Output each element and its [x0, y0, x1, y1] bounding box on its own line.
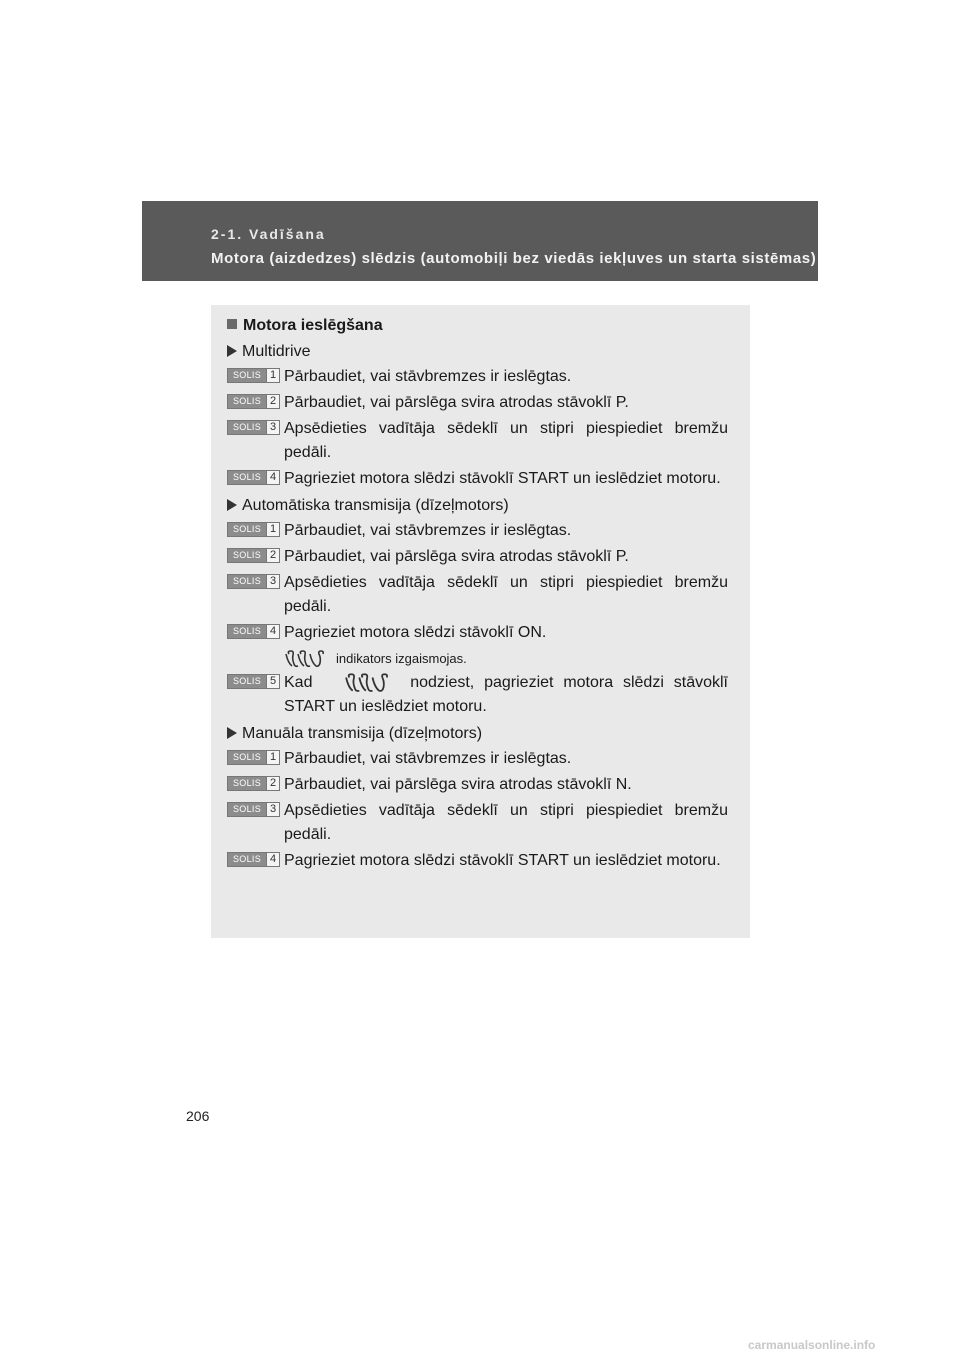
- triangle-arrow-icon: [227, 727, 237, 739]
- step-badge-number: 4: [266, 625, 279, 638]
- step-badge-label: SOLIS: [228, 853, 266, 866]
- note-text: indikators izgaismojas.: [336, 651, 467, 666]
- step-badge: [227, 522, 280, 537]
- step-badge: [227, 852, 280, 867]
- step-badge-number: 4: [266, 471, 279, 484]
- step-badge-label: SOLIS: [228, 625, 266, 638]
- group-title-manual: [227, 721, 728, 747]
- box-heading-text: Motora ieslēgšana: [243, 317, 383, 334]
- group-title-multidrive: [227, 339, 728, 365]
- step-item: [227, 671, 728, 719]
- step-badge: [227, 674, 280, 689]
- step-badge-label: SOLIS: [228, 395, 266, 408]
- group-title-text: Manuāla transmisija (dīzeļmotors): [242, 725, 483, 742]
- glow-plug-indicator-icon: [284, 649, 326, 669]
- box-heading: [227, 313, 728, 339]
- step-badge: [227, 368, 280, 383]
- step-badge: [227, 574, 280, 589]
- step-badge-number: 3: [266, 803, 279, 816]
- step-item: [227, 621, 728, 645]
- step-text: Apsēdieties vadītāja sēdeklī un stipri piespiediet bremžu pedāli.: [284, 802, 728, 843]
- step-badge-label: SOLIS: [228, 575, 266, 588]
- step-badge-label: SOLIS: [228, 675, 266, 688]
- indicator-note: [227, 647, 728, 671]
- step-text: Pagrieziet motora slēdzi stāvoklī ON.: [284, 624, 547, 641]
- step-text: Pārbaudiet, vai stāvbremzes ir ieslēgtas.: [284, 522, 572, 539]
- step-text: Apsēdieties vadītāja sēdeklī un stipri piespiediet bremžu pedāli.: [284, 574, 728, 615]
- step-badge: [227, 776, 280, 791]
- step-badge-label: SOLIS: [228, 803, 266, 816]
- group-title-text: Automātiska transmisija (dīzeļmotors): [242, 497, 509, 514]
- step-item: [227, 391, 728, 415]
- step-badge-label: SOLIS: [228, 369, 266, 382]
- step-item: [227, 571, 728, 619]
- triangle-arrow-icon: [227, 499, 237, 511]
- step-badge-number: 1: [266, 523, 279, 536]
- step-item: [227, 417, 728, 465]
- step-badge-number: 5: [266, 675, 279, 688]
- section-title: Motora (aizdedzes) slēdzis (automobiļi bez viedās iekļuves un starta sistēmas): [211, 250, 817, 267]
- step-badge-label: SOLIS: [228, 471, 266, 484]
- step-item: [227, 467, 728, 491]
- step-text-before: Kad: [284, 674, 313, 691]
- step-badge-label: SOLIS: [228, 777, 266, 790]
- step-badge-label: SOLIS: [228, 549, 266, 562]
- step-badge-number: 2: [266, 395, 279, 408]
- step-item: [227, 545, 728, 569]
- step-badge-label: SOLIS: [228, 421, 266, 434]
- step-item: [227, 365, 728, 389]
- step-badge: [227, 420, 280, 435]
- page-number: 206: [186, 1108, 210, 1124]
- step-badge: [227, 802, 280, 817]
- step-badge: [227, 750, 280, 765]
- step-badge-number: 2: [266, 549, 279, 562]
- step-badge-number: 3: [266, 575, 279, 588]
- step-item: [227, 849, 728, 873]
- glow-plug-indicator-icon: [342, 672, 392, 694]
- instruction-content: [227, 313, 728, 875]
- step-badge-number: 3: [266, 421, 279, 434]
- group-title-automatic: [227, 493, 728, 519]
- step-text: Pagrieziet motora slēdzi stāvoklī START un ieslēdziet motoru.: [284, 470, 721, 487]
- step-badge-label: SOLIS: [228, 523, 266, 536]
- watermark: carmanualsonline.info: [748, 1338, 876, 1352]
- step-badge: [227, 394, 280, 409]
- step-text: Pārbaudiet, vai pārslēga svira atrodas stāvoklī P.: [284, 548, 629, 565]
- step-text: Apsēdieties vadītāja sēdeklī un stipri piespiediet bremžu pedāli.: [284, 420, 728, 461]
- step-badge: [227, 548, 280, 563]
- step-text: Pārbaudiet, vai pārslēga svira atrodas stāvoklī P.: [284, 394, 629, 411]
- step-badge-number: 1: [266, 751, 279, 764]
- step-badge-label: SOLIS: [228, 751, 266, 764]
- triangle-arrow-icon: [227, 345, 237, 357]
- step-text: Pārbaudiet, vai stāvbremzes ir ieslēgtas.: [284, 368, 572, 385]
- step-badge: [227, 470, 280, 485]
- step-item: [227, 773, 728, 797]
- step-text: Pagrieziet motora slēdzi stāvoklī START un ieslēdziet motoru.: [284, 852, 721, 869]
- step-badge-number: 2: [266, 777, 279, 790]
- group-title-text: Multidrive: [242, 343, 311, 360]
- step-badge: [227, 624, 280, 639]
- step-badge-number: 4: [266, 853, 279, 866]
- section-label: 2-1. Vadīšana: [211, 226, 326, 242]
- step-item: [227, 799, 728, 847]
- step-item: [227, 519, 728, 543]
- step-text: Pārbaudiet, vai stāvbremzes ir ieslēgtas.: [284, 750, 572, 767]
- step-badge-number: 1: [266, 369, 279, 382]
- step-text: Pārbaudiet, vai pārslēga svira atrodas stāvoklī N.: [284, 776, 632, 793]
- square-bullet-icon: [227, 319, 237, 329]
- step-item: [227, 747, 728, 771]
- step-text-after: nodziest, pagrieziet motora slēdzi stāvoklī START un ieslēdziet motoru.: [284, 674, 728, 715]
